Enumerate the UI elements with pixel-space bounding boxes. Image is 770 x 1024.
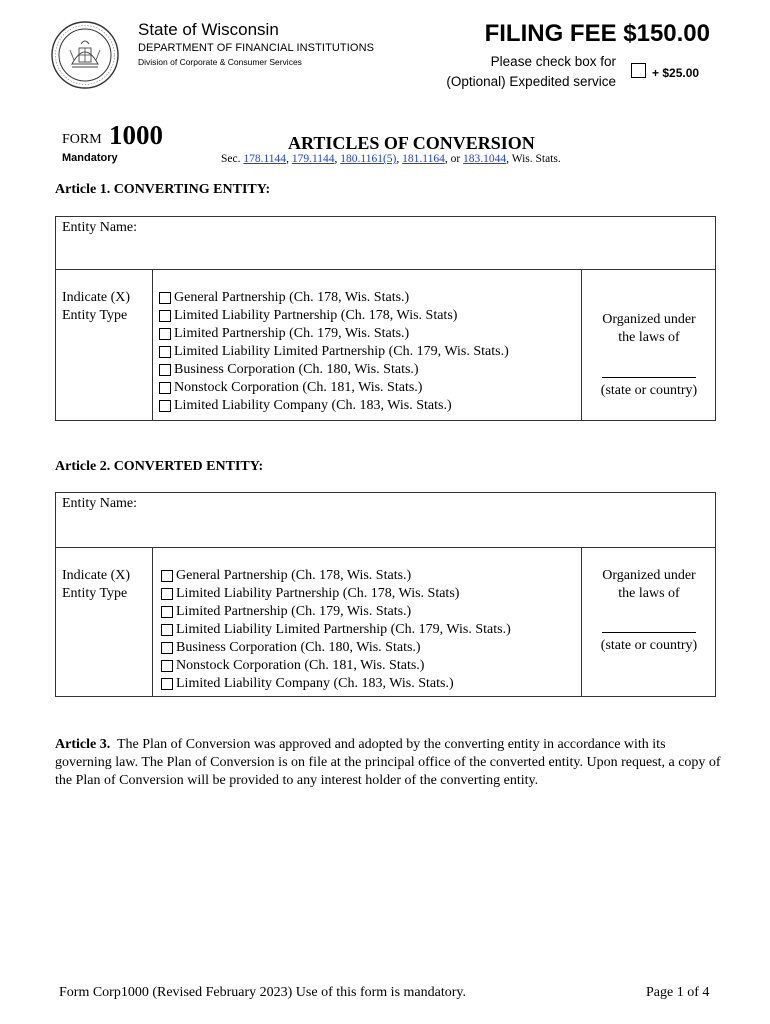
statute-link-181-1164[interactable]: 181.1164 <box>402 153 445 165</box>
form-number: 1000 <box>109 120 163 150</box>
department-name: DEPARTMENT OF FINANCIAL INSTITUTIONS <box>138 42 375 54</box>
option-label: Limited Liability Partnership (Ch. 178, Wis. Stats) <box>176 586 460 601</box>
checkbox[interactable] <box>161 588 173 600</box>
option-llc[interactable] <box>159 397 509 415</box>
checkbox[interactable] <box>159 328 171 340</box>
entity-name-field[interactable] <box>56 493 715 548</box>
option-label: Limited Liability Limited Partnership (Ch. 179, Wis. Stats.) <box>176 622 511 637</box>
checkbox[interactable] <box>159 346 171 358</box>
article2-heading: Article 2. CONVERTED ENTITY: <box>55 459 264 474</box>
organized-line2: the laws of <box>618 586 680 601</box>
checkbox[interactable] <box>159 382 171 394</box>
statutes-separator: , <box>396 153 403 165</box>
organized-line2: the laws of <box>618 330 680 345</box>
indicate-label-line1: Indicate (X) <box>62 568 131 583</box>
indicate-cell <box>56 270 153 421</box>
converted-entity-table <box>55 492 716 697</box>
option-label: Limited Liability Limited Partnership (Ch. 179, Wis. Stats.) <box>174 344 509 359</box>
option-limited-partnership[interactable] <box>159 325 509 343</box>
option-label: Limited Partnership (Ch. 179, Wis. Stats.) <box>176 604 412 619</box>
form-label: FORM <box>62 132 102 147</box>
entity-type-row <box>56 548 715 697</box>
state-or-country-caption: (state or country) <box>600 638 698 653</box>
entity-name-label: Entity Name: <box>62 220 138 235</box>
form-title: ARTICLES OF CONVERSION <box>288 133 535 153</box>
entity-name-field[interactable] <box>56 217 715 270</box>
option-nonstock-corporation[interactable] <box>159 379 509 397</box>
organized-under-cell <box>581 270 716 421</box>
article3-text: The Plan of Conversion was approved and adopted by the converting entity in accordance with its governing law. The Plan of Conversion is on file at the principal office of the converted entity. Upon request, a copy of the Plan of Conversion will be provided to any interest holder of the converting entity. <box>55 737 721 788</box>
option-general-partnership[interactable] <box>159 289 509 307</box>
expedited-note-line2: (Optional) Expedited service <box>446 74 616 89</box>
option-limited-partnership[interactable] <box>161 603 511 621</box>
indicate-entity-type-label <box>62 567 130 603</box>
option-label: Limited Liability Partnership (Ch. 178, Wis. Stats) <box>174 308 458 323</box>
indicate-cell <box>56 548 153 697</box>
state-or-country-field[interactable] <box>602 377 696 378</box>
state-or-country-caption: (state or country) <box>600 383 698 398</box>
division-name: Division of Corporate & Consumer Services <box>138 57 302 67</box>
indicate-label-line2: Entity Type <box>62 308 128 323</box>
filing-fee: FILING FEE $150.00 <box>484 20 710 47</box>
option-lllp[interactable] <box>159 343 509 361</box>
checkbox[interactable] <box>161 642 173 654</box>
option-llp[interactable] <box>161 585 511 603</box>
organized-under-label <box>582 311 716 347</box>
organized-under-cell <box>581 548 716 697</box>
entity-name-label: Entity Name: <box>62 496 138 511</box>
option-label: Nonstock Corporation (Ch. 181, Wis. Stats.) <box>176 658 425 673</box>
organized-line1: Organized under <box>602 568 696 583</box>
option-label: Limited Partnership (Ch. 179, Wis. Stats.) <box>174 326 410 341</box>
statute-link-180-1161[interactable]: 180.1161(5) <box>340 153 397 165</box>
indicate-label-line2: Entity Type <box>62 586 128 601</box>
option-label: Business Corporation (Ch. 180, Wis. Stats.) <box>176 640 421 655</box>
option-label: General Partnership (Ch. 178, Wis. Stats.) <box>174 290 410 305</box>
indicate-entity-type-label <box>62 289 130 325</box>
page-number: Page 1 of 4 <box>646 985 710 1000</box>
option-label: Business Corporation (Ch. 180, Wis. Stats.) <box>174 362 419 377</box>
expedited-fee: + $25.00 <box>652 66 700 80</box>
checkbox[interactable] <box>161 678 173 690</box>
checkbox[interactable] <box>159 292 171 304</box>
article1-heading: Article 1. CONVERTING ENTITY: <box>55 182 271 197</box>
checkbox[interactable] <box>161 570 173 582</box>
organized-under-label <box>582 567 716 603</box>
statute-link-183-1044[interactable]: 183.1044 <box>463 153 507 165</box>
organized-line1: Organized under <box>602 312 696 327</box>
expedited-service-checkbox[interactable] <box>631 63 646 78</box>
option-label: Limited Liability Company (Ch. 183, Wis. Stats.) <box>176 676 454 691</box>
option-nonstock-corporation[interactable] <box>161 657 511 675</box>
option-llp[interactable] <box>159 307 509 325</box>
option-llc[interactable] <box>161 675 511 693</box>
statutes-suffix: , Wis. Stats. <box>506 153 561 165</box>
state-title: State of Wisconsin <box>138 20 279 39</box>
option-label: Limited Liability Company (Ch. 183, Wis. Stats.) <box>174 398 452 413</box>
statutes-separator: , <box>334 153 341 165</box>
footer-form-info: Form Corp1000 (Revised February 2023) Use of this form is mandatory. <box>59 985 466 1000</box>
entity-type-options <box>161 567 511 693</box>
article3-label: Article 3. <box>55 737 111 752</box>
checkbox[interactable] <box>161 660 173 672</box>
converting-entity-table <box>55 216 716 421</box>
wisconsin-state-seal-icon <box>50 20 120 90</box>
option-business-corporation[interactable] <box>161 639 511 657</box>
statute-link-179-1144[interactable]: 179.1144 <box>291 153 335 165</box>
indicate-label-line1: Indicate (X) <box>62 290 131 305</box>
option-lllp[interactable] <box>161 621 511 639</box>
mandatory-label: Mandatory <box>62 152 118 164</box>
statutes-separator: , <box>286 153 292 165</box>
checkbox[interactable] <box>159 364 171 376</box>
expedited-note-line1: Please check box for <box>490 54 616 69</box>
statutes-line <box>221 153 561 165</box>
statutes-prefix: Sec. <box>221 153 241 165</box>
checkbox[interactable] <box>159 400 171 412</box>
checkbox[interactable] <box>159 310 171 322</box>
checkbox[interactable] <box>161 606 173 618</box>
checkbox[interactable] <box>161 624 173 636</box>
statutes-or: , or <box>444 153 464 165</box>
option-label: General Partnership (Ch. 178, Wis. Stats.) <box>176 568 412 583</box>
statute-link-178-1144[interactable]: 178.1144 <box>243 153 287 165</box>
option-label: Nonstock Corporation (Ch. 181, Wis. Stats.) <box>174 380 423 395</box>
option-business-corporation[interactable] <box>159 361 509 379</box>
state-or-country-field[interactable] <box>602 632 696 633</box>
option-general-partnership[interactable] <box>161 567 511 585</box>
entity-type-options <box>159 289 509 415</box>
article3-paragraph <box>55 736 721 790</box>
entity-type-row <box>56 270 715 421</box>
